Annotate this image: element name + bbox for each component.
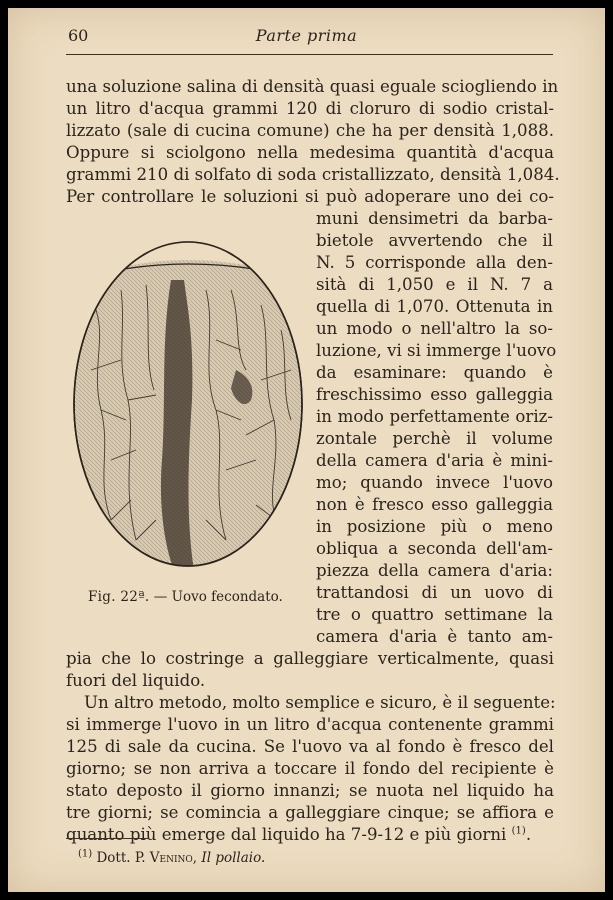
page-number: 60 [68,26,89,45]
text-line: in modo perfettamente oriz- [316,407,553,426]
text-line: bietole avvertendo che il [316,231,553,250]
text-line: mo; quando invece l'uovo [316,473,553,492]
footnote-title: Il pollaio. [201,850,266,866]
text-line: tre o quattro settimane la [316,605,553,624]
text-line: 125 di sale da cucina. Se l'uovo va al fondo è fresco del [66,737,554,756]
text-line: quella di 1,070. Ottenuta in [316,297,553,316]
text-line: stato deposto il giorno innanzi; se nuota nel liquido ha [66,781,554,800]
text-line: muni densimetri da barba- [316,209,553,228]
footnote-rule [66,838,148,839]
text-line: trattandosi di un uovo di [316,583,553,602]
text-line: piezza della camera d'aria: [316,561,553,580]
caption-text: Uovo fecondato. [171,589,283,605]
footnote-author: Venino, [149,850,198,866]
text-line: pia che lo costringe a galleggiare verticalmente, quasi [66,649,554,668]
text-line: Oppure si sciolgono nella medesima quantità d'acqua [66,143,554,162]
text-line: lizzato (sale di cucina comune) che ha per densità 1,088. [66,121,554,140]
figure-caption [88,589,283,605]
text-line: in posizione più o meno [316,517,553,536]
text-line: quanto più emerge dal liquido ha 7-9-12 e più giorni [66,825,507,844]
text-line-last [66,824,554,846]
text-line: un litro d'acqua grammi 120 di cloruro di sodio cristal- [66,99,554,118]
footnote-reference[interactable]: (1) [511,825,526,837]
figure-label: Fig. 22ª. [88,589,150,605]
text-line: Un altro metodo, molto semplice e sicuro, è il seguente: [84,693,556,712]
page-header [8,26,605,50]
text-line: un modo o nell'altro la so- [316,319,553,338]
text-line: freschissimo esso galleggia [316,385,553,404]
book-page [8,8,605,892]
text-line: luzione, vi si immerge l'uovo [316,341,557,360]
text-line: si immerge l'uovo in un litro d'acqua contenente grammi [66,715,554,734]
text-line: obliqua a seconda dell'am- [316,539,553,558]
caption-dash: — [153,589,168,605]
text-line: N. 5 corrisponde alla den- [316,253,553,272]
text-line: giorno; se non arriva a toccare il fondo del recipiente è [66,759,554,778]
text-line: camera d'aria è tanto am- [316,627,553,646]
footnote-prefix: Dott. P. [96,850,146,866]
egg-illustration [66,220,316,580]
text-line: tre giorni; se comincia a galleggiare cinque; se affiora e [66,803,554,822]
text-line: sità di 1,050 e il N. 7 a [316,275,553,294]
header-rule [66,54,553,55]
running-title: Parte prima [255,26,358,45]
text-line: grammi 210 di solfato di soda cristallizzato, densità 1,084. [66,165,560,184]
text-line: una soluzione salina di densità quasi eguale sciogliendo in [66,77,559,96]
text-line: non è fresco esso galleggia [316,495,553,514]
text-line: zontale perchè il volume [316,429,553,448]
text-line: della camera d'aria è mini- [316,451,553,470]
text-line: da esaminare: quando è [316,363,553,382]
footnote [78,850,265,866]
sentence-period: . [525,825,532,844]
text-line: Per controllare le soluzioni si può adoperare uno dei co- [66,187,554,206]
footnote-marker: (1) [78,848,93,860]
text-line: fuori del liquido. [66,671,206,690]
